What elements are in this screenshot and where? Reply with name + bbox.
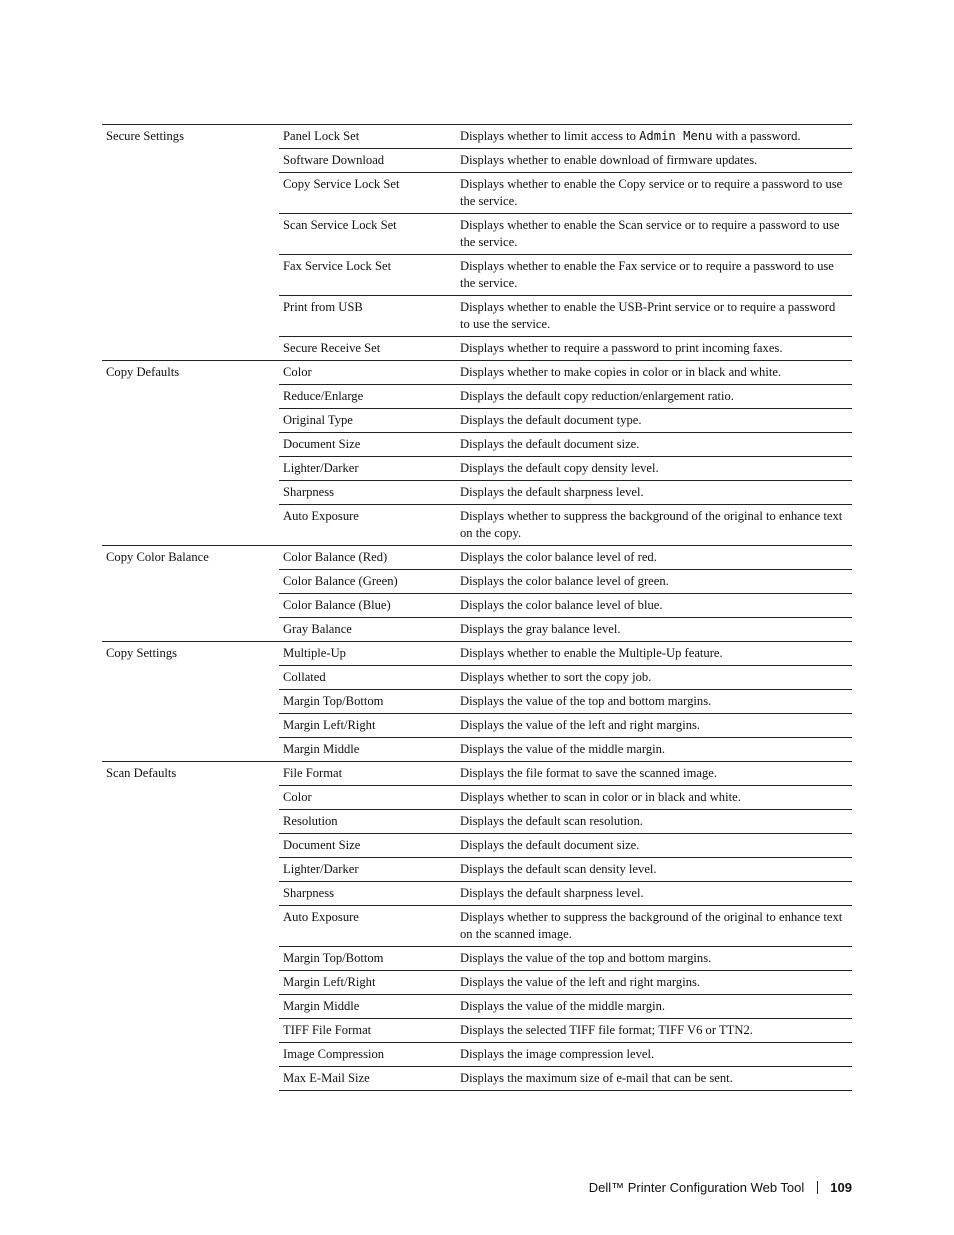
setting-name-cell: Max E-Mail Size	[279, 1067, 456, 1091]
section-cell	[102, 882, 279, 906]
setting-description-cell: Displays the color balance level of green.	[456, 570, 852, 594]
section-cell	[102, 858, 279, 882]
setting-description-cell: Displays the default copy reduction/enlargement ratio.	[456, 385, 852, 409]
setting-name-cell: Collated	[279, 666, 456, 690]
table-row	[102, 714, 852, 738]
section-cell	[102, 594, 279, 618]
setting-description-cell: Displays the default copy density level.	[456, 457, 852, 481]
setting-name-cell: Color	[279, 786, 456, 810]
page-number: 109	[830, 1180, 852, 1195]
section-cell: Copy Color Balance	[102, 546, 279, 570]
table-row	[102, 786, 852, 810]
setting-description-cell: Displays the maximum size of e-mail that can be sent.	[456, 1067, 852, 1091]
section-cell	[102, 947, 279, 971]
section-cell	[102, 786, 279, 810]
footer-title: Dell™ Printer Configuration Web Tool	[588, 1180, 805, 1195]
setting-name-cell: TIFF File Format	[279, 1019, 456, 1043]
setting-description-cell: Displays the default sharpness level.	[456, 882, 852, 906]
setting-name-cell: Sharpness	[279, 481, 456, 505]
setting-description-cell: Displays whether to sort the copy job.	[456, 666, 852, 690]
setting-description-cell: Displays the selected TIFF file format; TIFF V6 or TTN2.	[456, 1019, 852, 1043]
table-row	[102, 738, 852, 762]
setting-description-cell: Displays whether to suppress the background of the original to enhance text on the scanned image.	[456, 906, 852, 947]
section-cell	[102, 618, 279, 642]
setting-name-cell: Secure Receive Set	[279, 337, 456, 361]
section-cell: Scan Defaults	[102, 762, 279, 786]
setting-name-cell: Reduce/Enlarge	[279, 385, 456, 409]
setting-name-cell: Document Size	[279, 433, 456, 457]
settings-table	[102, 124, 852, 1091]
setting-description-cell	[456, 125, 852, 149]
setting-description-cell: Displays the image compression level.	[456, 1043, 852, 1067]
section-cell	[102, 337, 279, 361]
table-row	[102, 546, 852, 570]
setting-description-cell: Displays whether to enable the USB-Print service or to require a password to use the service.	[456, 296, 852, 337]
table-row	[102, 906, 852, 947]
table-row	[102, 1067, 852, 1091]
table-row	[102, 1043, 852, 1067]
table-row	[102, 642, 852, 666]
table-row	[102, 1019, 852, 1043]
table-row	[102, 409, 852, 433]
table-row	[102, 594, 852, 618]
setting-name-cell: Software Download	[279, 149, 456, 173]
section-cell	[102, 666, 279, 690]
table-row	[102, 149, 852, 173]
section-cell	[102, 385, 279, 409]
setting-name-cell: Multiple-Up	[279, 642, 456, 666]
table-row	[102, 810, 852, 834]
menu-name-code: Admin Menu	[639, 129, 713, 143]
setting-description-cell: Displays whether to enable the Scan service or to require a password to use the service.	[456, 214, 852, 255]
table-row	[102, 255, 852, 296]
section-cell	[102, 1043, 279, 1067]
setting-description-cell: Displays the default scan resolution.	[456, 810, 852, 834]
setting-name-cell: Margin Left/Right	[279, 714, 456, 738]
table-row	[102, 125, 852, 149]
table-row	[102, 457, 852, 481]
description-text: with a password.	[712, 129, 801, 143]
setting-name-cell: Original Type	[279, 409, 456, 433]
setting-description-cell: Displays whether to scan in color or in black and white.	[456, 786, 852, 810]
description-text: Displays whether to limit access to	[460, 129, 640, 143]
section-cell	[102, 173, 279, 214]
table-row	[102, 481, 852, 505]
section-cell	[102, 255, 279, 296]
setting-name-cell: Scan Service Lock Set	[279, 214, 456, 255]
setting-name-cell: Auto Exposure	[279, 906, 456, 947]
setting-description-cell: Displays whether to enable the Fax service or to require a password to use the service.	[456, 255, 852, 296]
table-row	[102, 971, 852, 995]
setting-name-cell: Color	[279, 361, 456, 385]
section-cell	[102, 738, 279, 762]
setting-name-cell: Margin Middle	[279, 995, 456, 1019]
section-cell	[102, 214, 279, 255]
section-cell	[102, 296, 279, 337]
section-cell	[102, 690, 279, 714]
setting-name-cell: Auto Exposure	[279, 505, 456, 546]
setting-description-cell: Displays the color balance level of blue.	[456, 594, 852, 618]
section-cell	[102, 834, 279, 858]
section-cell	[102, 995, 279, 1019]
setting-description-cell: Displays the default document type.	[456, 409, 852, 433]
setting-description-cell: Displays the value of the middle margin.	[456, 738, 852, 762]
setting-description-cell: Displays the value of the top and bottom margins.	[456, 690, 852, 714]
setting-name-cell: Fax Service Lock Set	[279, 255, 456, 296]
section-cell: Copy Defaults	[102, 361, 279, 385]
setting-name-cell: Margin Left/Right	[279, 971, 456, 995]
table-row	[102, 834, 852, 858]
section-cell	[102, 457, 279, 481]
setting-name-cell: Print from USB	[279, 296, 456, 337]
setting-name-cell: Panel Lock Set	[279, 125, 456, 149]
table-row	[102, 505, 852, 546]
setting-name-cell: Sharpness	[279, 882, 456, 906]
section-cell	[102, 906, 279, 947]
setting-name-cell: Margin Middle	[279, 738, 456, 762]
setting-description-cell: Displays whether to suppress the background of the original to enhance text on the copy.	[456, 505, 852, 546]
table-row	[102, 762, 852, 786]
table-row	[102, 995, 852, 1019]
table-row	[102, 858, 852, 882]
footer-separator	[817, 1181, 818, 1194]
setting-description-cell: Displays whether to enable the Copy service or to require a password to use the service.	[456, 173, 852, 214]
table-row	[102, 385, 852, 409]
setting-description-cell: Displays the gray balance level.	[456, 618, 852, 642]
section-cell	[102, 409, 279, 433]
table-row	[102, 618, 852, 642]
table-row	[102, 361, 852, 385]
section-cell	[102, 481, 279, 505]
section-cell	[102, 570, 279, 594]
section-cell: Secure Settings	[102, 125, 279, 149]
table-row	[102, 570, 852, 594]
table-row	[102, 173, 852, 214]
setting-name-cell: File Format	[279, 762, 456, 786]
table-row	[102, 296, 852, 337]
setting-description-cell: Displays whether to require a password to print incoming faxes.	[456, 337, 852, 361]
table-row	[102, 214, 852, 255]
setting-description-cell: Displays whether to enable the Multiple-Up feature.	[456, 642, 852, 666]
setting-name-cell: Resolution	[279, 810, 456, 834]
section-cell	[102, 1067, 279, 1091]
section-cell	[102, 149, 279, 173]
setting-description-cell: Displays the default document size.	[456, 433, 852, 457]
section-cell	[102, 433, 279, 457]
setting-description-cell: Displays the default scan density level.	[456, 858, 852, 882]
setting-description-cell: Displays the file format to save the scanned image.	[456, 762, 852, 786]
setting-name-cell: Document Size	[279, 834, 456, 858]
setting-name-cell: Margin Top/Bottom	[279, 947, 456, 971]
setting-description-cell: Displays the value of the top and bottom margins.	[456, 947, 852, 971]
setting-name-cell: Color Balance (Green)	[279, 570, 456, 594]
section-cell	[102, 971, 279, 995]
setting-description-cell: Displays whether to enable download of firmware updates.	[456, 149, 852, 173]
section-cell: Copy Settings	[102, 642, 279, 666]
section-cell	[102, 714, 279, 738]
setting-name-cell: Gray Balance	[279, 618, 456, 642]
setting-description-cell: Displays the color balance level of red.	[456, 546, 852, 570]
setting-description-cell: Displays the value of the left and right margins.	[456, 971, 852, 995]
setting-name-cell: Image Compression	[279, 1043, 456, 1067]
setting-name-cell: Color Balance (Red)	[279, 546, 456, 570]
setting-description-cell: Displays the default document size.	[456, 834, 852, 858]
table-row	[102, 433, 852, 457]
settings-table-body	[102, 125, 852, 1091]
table-row	[102, 882, 852, 906]
section-cell	[102, 1019, 279, 1043]
table-row	[102, 690, 852, 714]
setting-description-cell: Displays the default sharpness level.	[456, 481, 852, 505]
setting-name-cell: Margin Top/Bottom	[279, 690, 456, 714]
setting-name-cell: Copy Service Lock Set	[279, 173, 456, 214]
page-footer	[589, 1180, 852, 1195]
section-cell	[102, 505, 279, 546]
table-row	[102, 337, 852, 361]
section-cell	[102, 810, 279, 834]
setting-name-cell: Lighter/Darker	[279, 858, 456, 882]
setting-description-cell: Displays the value of the left and right margins.	[456, 714, 852, 738]
setting-description-cell: Displays the value of the middle margin.	[456, 995, 852, 1019]
setting-name-cell: Lighter/Darker	[279, 457, 456, 481]
setting-name-cell: Color Balance (Blue)	[279, 594, 456, 618]
table-row	[102, 666, 852, 690]
setting-description-cell: Displays whether to make copies in color or in black and white.	[456, 361, 852, 385]
table-row	[102, 947, 852, 971]
